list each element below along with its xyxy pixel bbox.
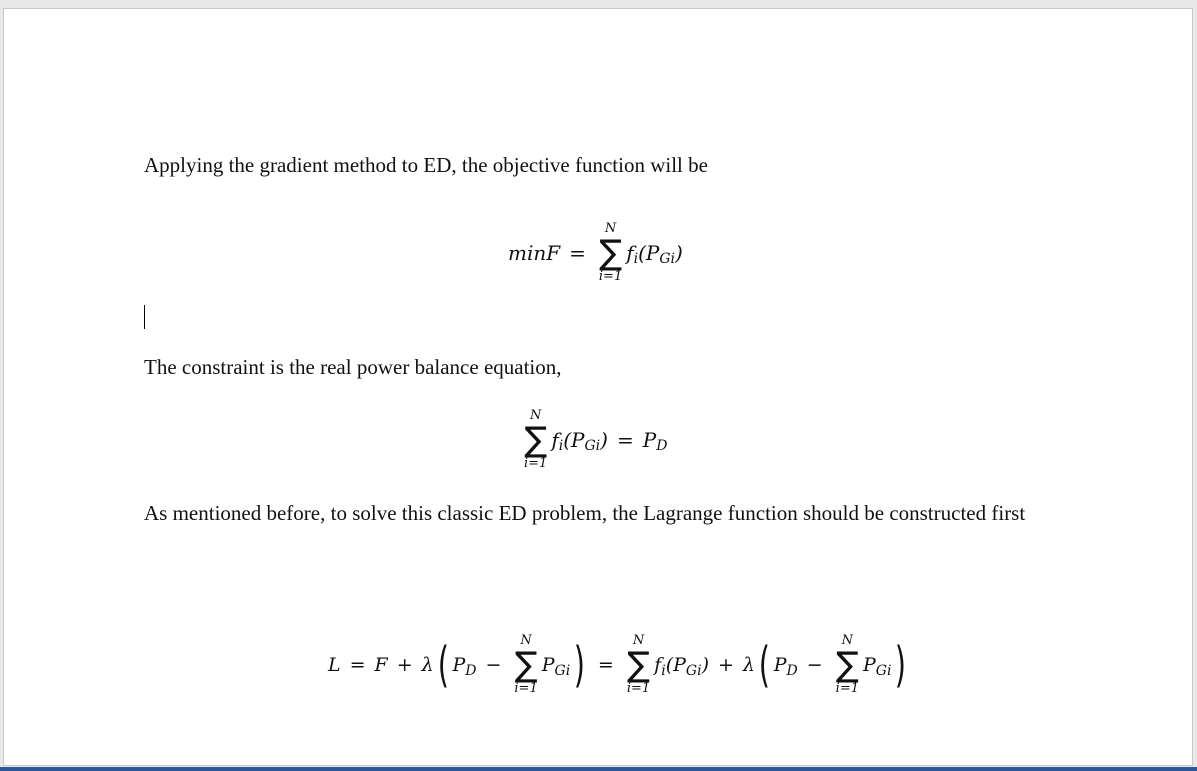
eq1-summation <box>599 222 622 284</box>
eq2-rhs: P <box>642 428 657 452</box>
left-paren-2: ( <box>758 637 770 693</box>
right-paren: ) <box>573 637 586 693</box>
right-paren-2: ) <box>895 637 907 693</box>
eq3-close: ) <box>701 654 709 676</box>
eq2-equals: = <box>616 428 634 452</box>
eq3-summation-3 <box>836 634 859 696</box>
eq1-lhs: minF <box>508 241 561 265</box>
eq2-arg-close: ) <box>600 428 608 452</box>
eq3-sum2-upper: N <box>632 633 645 648</box>
eq3-minus-2: − <box>806 654 823 676</box>
eq3-lambda: λ <box>421 654 434 676</box>
eq3-lambda-2: λ <box>742 654 755 676</box>
eq2-sum-lower: i=1 <box>524 456 548 471</box>
eq3-f: f <box>654 654 662 676</box>
text-cursor <box>144 305 145 329</box>
left-paren: ( <box>437 637 449 693</box>
eq3-D-sub: D <box>465 663 477 679</box>
eq3-sum2-lower: i=1 <box>626 681 651 696</box>
eq3-minus: − <box>485 654 502 676</box>
eq3-equals: = <box>349 654 366 676</box>
eq2-f-sub: i <box>558 438 564 454</box>
eq3-Gi-sub-3: Gi <box>875 663 892 679</box>
window-bottom-edge <box>0 767 1197 771</box>
eq3-summation-1 <box>514 634 537 696</box>
equation-lagrange <box>328 634 910 696</box>
eq3-f-sub: i <box>661 663 666 679</box>
equation-constraint <box>520 409 667 471</box>
eq2-f: f <box>551 428 559 452</box>
eq3-plus: + <box>396 654 413 676</box>
eq3-F: F <box>374 654 388 676</box>
eq3-P2: P <box>541 654 555 676</box>
eq3-L: L <box>328 654 341 676</box>
eq1-sum-lower: i=1 <box>598 269 623 284</box>
eq3-sum1-upper: N <box>520 633 532 648</box>
equation-objective <box>508 222 683 284</box>
sigma-symbol: ∑ <box>627 645 650 685</box>
paragraph-lagrange: As mentioned before, to solve this classic ED problem, the Lagrange function should be constructed first <box>144 501 1026 525</box>
eq3-Gi-sub-2: Gi <box>685 663 702 679</box>
eq3-argP: (P <box>665 654 686 676</box>
eq1-sum-upper: N <box>604 221 617 236</box>
eq2-arg-open: (P <box>563 428 585 452</box>
eq3-D-sub-2: D <box>786 663 798 679</box>
eq2-rhs-sub: D <box>656 438 668 454</box>
eq3-sum3-upper: N <box>841 633 853 648</box>
eq1-f: f <box>626 241 634 265</box>
eq3-sum1-lower: i=1 <box>514 681 538 696</box>
sigma-symbol: ∑ <box>599 233 623 273</box>
sigma-symbol: ∑ <box>835 645 859 685</box>
eq3-equals-2: = <box>597 654 614 676</box>
eq1-arg-open: (P <box>638 241 660 265</box>
paragraph-constraint: The constraint is the real power balance equation, <box>144 355 562 379</box>
paragraph-objective: Applying the gradient method to ED, the objective function will be <box>144 153 708 177</box>
eq1-arg-sub: Gi <box>659 251 676 267</box>
eq1-equals: = <box>569 241 586 265</box>
eq2-summation <box>524 409 547 471</box>
eq3-P: P <box>452 654 466 676</box>
eq3-P4: P <box>862 654 876 676</box>
eq3-Gi-sub: Gi <box>554 663 571 679</box>
sigma-symbol: ∑ <box>524 420 548 460</box>
eq3-sum3-lower: i=1 <box>835 681 859 696</box>
eq1-arg-close: ) <box>675 241 683 265</box>
eq3-P3: P <box>773 654 787 676</box>
sigma-symbol: ∑ <box>514 645 538 685</box>
eq2-arg-sub: Gi <box>584 438 601 454</box>
eq3-summation-2 <box>627 634 650 696</box>
eq2-sum-upper: N <box>529 408 542 423</box>
eq1-f-sub: i <box>633 251 639 267</box>
eq3-plus-2: + <box>718 654 734 676</box>
